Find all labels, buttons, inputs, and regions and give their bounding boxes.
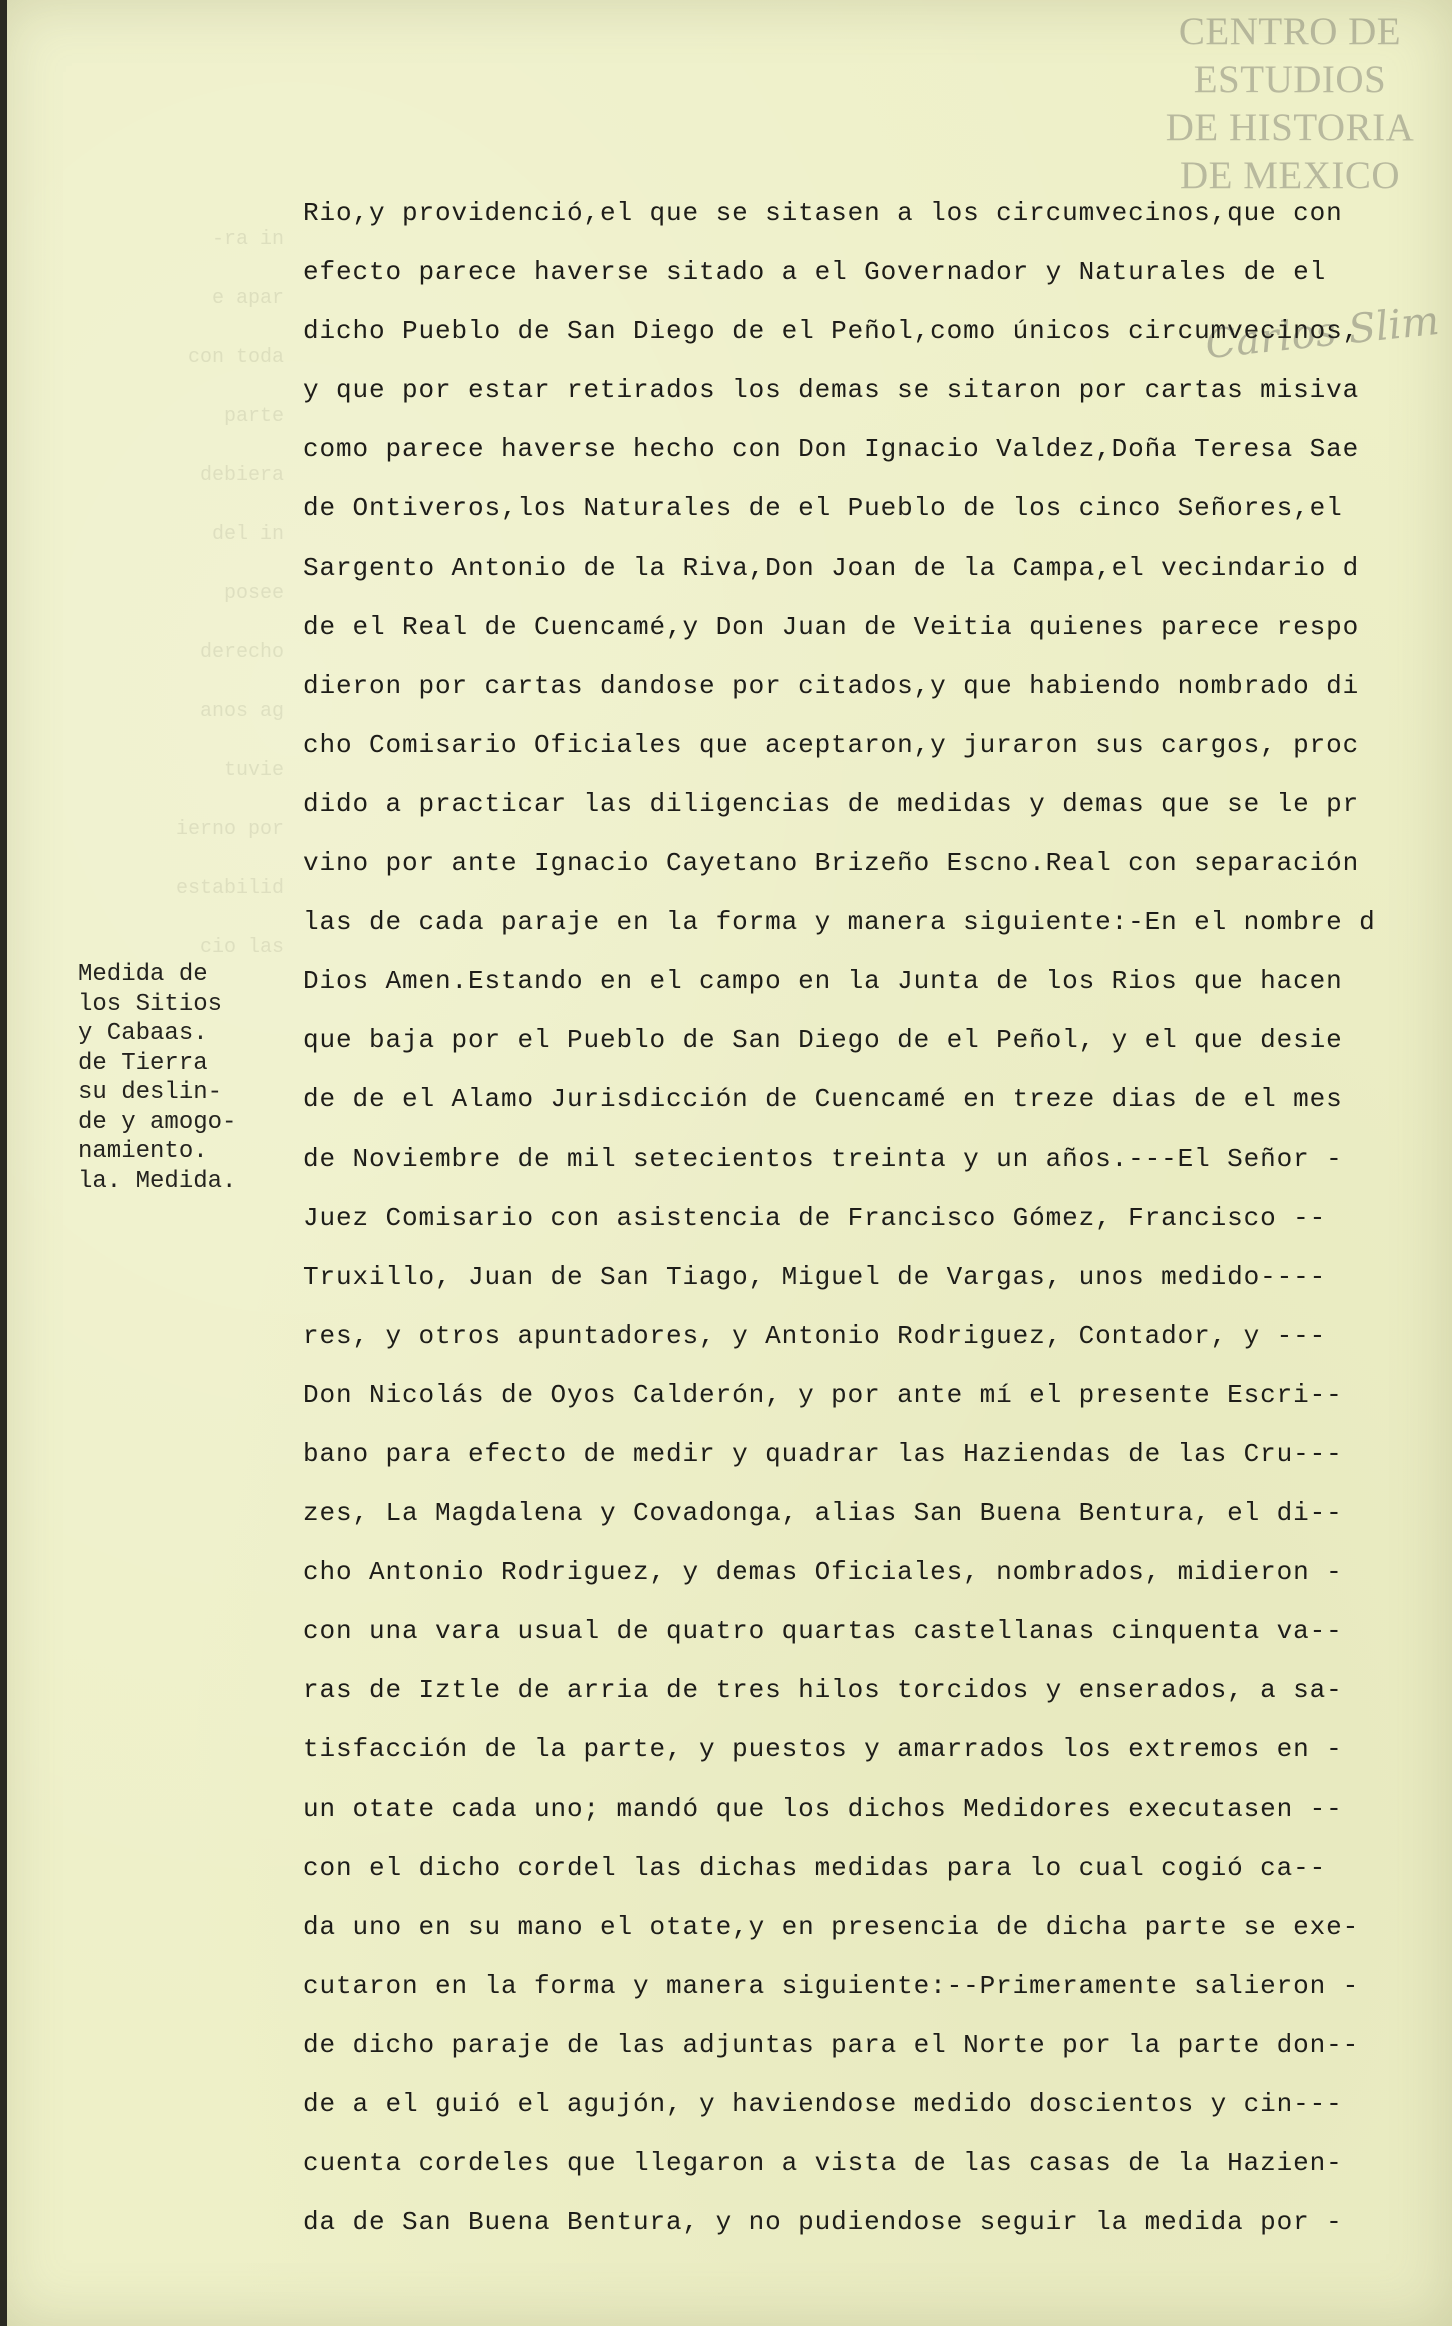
- text-line: Truxillo, Juan de San Tiago, Miguel de Vargas, unos medido----: [303, 1261, 1327, 1292]
- text-line: cho Comisario Oficiales que aceptaron,y juraron sus cargos, proc: [303, 729, 1360, 760]
- text-line: Sargento Antonio de la Riva,Don Joan de la Campa,el vecindario d: [303, 552, 1360, 583]
- page-edge-shadow: [0, 0, 7, 2326]
- text-line: de Ontiveros,los Naturales de el Pueblo de los cinco Señores,el: [303, 493, 1343, 524]
- margin-note-line: namiento.: [78, 1138, 208, 1165]
- text-line: cutaron en la forma y manera siguiente:--Primeramente salieron -: [303, 1970, 1360, 2001]
- document-body: [303, 184, 1433, 2252]
- text-line: bano para efecto de medir y quadrar las Haziendas de las Cru---: [303, 1438, 1343, 1469]
- margin-note-line: de y amogo-: [78, 1108, 237, 1136]
- watermark-stamp: [1140, 8, 1440, 200]
- text-line: dicho Pueblo de San Diego de el Peñol,como únicos circumvecinos,: [303, 316, 1360, 347]
- text-line: que baja por el Pueblo de San Diego de el Peñol, y el que desie: [303, 1025, 1343, 1056]
- text-line: de el Real de Cuencamé,y Don Juan de Veitia quienes parece respo: [303, 611, 1360, 642]
- watermark-line: ESTUDIOS: [1193, 58, 1387, 101]
- text-line: y que por estar retirados los demas se sitaron por cartas misiva: [303, 375, 1360, 406]
- text-line: con una vara usual de quatro quartas castellanas cinquenta va--: [303, 1616, 1343, 1647]
- text-line: un otate cada uno; mandó que los dichos Medidores executasen --: [303, 1793, 1343, 1824]
- watermark-line: DE HISTORIA: [1165, 106, 1415, 149]
- text-line: ras de Iztle de arria de tres hilos torcidos y enserados, a sa-: [303, 1675, 1343, 1706]
- text-line: Juez Comisario con asistencia de Francisco Gómez, Francisco --: [303, 1202, 1327, 1233]
- margin-note-line: su deslin-: [78, 1079, 223, 1106]
- bleed-through-text-left: ra in- e apar con toda parte debiera del in posee derecho anos ag tuvie ierno por estabilid cio las: [175, 228, 284, 959]
- text-line: de Noviembre de mil setecientos treinta y un años.---El Señor -: [303, 1143, 1343, 1174]
- text-line: como parece haverse hecho con Don Ignacio Valdez,Doña Teresa Sae: [303, 434, 1360, 465]
- watermark-line: DE MEXICO: [1179, 154, 1401, 197]
- margin-note-line: Medida de: [78, 961, 208, 988]
- text-line: Don Nicolás de Oyos Calderón, y por ante mí el presente Escri--: [303, 1379, 1343, 1410]
- margin-note-line: de Tierra: [78, 1049, 208, 1077]
- signature-mark: Carlos Slim: [1203, 297, 1442, 369]
- text-line: Dios Amen.Estando en el campo en la Junta de los Rios que hacen: [303, 966, 1343, 997]
- text-line: dido a practicar las diligencias de medidas y demas que se le pr: [303, 788, 1360, 819]
- text-line: zes, La Magdalena y Covadonga, alias San Buena Bentura, el di--: [303, 1498, 1343, 1529]
- text-line: las de cada paraje en la forma y manera siguiente:-En el nombre d: [303, 907, 1376, 938]
- margin-note: [78, 960, 288, 1196]
- text-line: de de el Alamo Jurisdicción de Cuencamé en treze dias de el mes: [303, 1084, 1343, 1115]
- text-line: da uno en su mano el otate,y en presencia de dicha parte se exe-: [303, 1911, 1360, 1942]
- text-line: da de San Buena Bentura, y no pudiendose seguir la medida por -: [303, 2207, 1343, 2238]
- margin-note-line: y Cabaas.: [78, 1020, 208, 1047]
- text-line: tisfacción de la parte, y puestos y amarrados los extremos en -: [303, 1734, 1343, 1765]
- text-line: res, y otros apuntadores, y Antonio Rodriguez, Contador, y ---: [303, 1320, 1327, 1351]
- margin-note-line: la. Medida.: [78, 1167, 237, 1195]
- text-line: de a el guió el agujón, y haviendose medido doscientos y cin---: [303, 2089, 1343, 2119]
- text-line: cuenta cordeles que llegaron a vista de las casas de la Hazien-: [303, 2148, 1343, 2179]
- margin-note-line: los Sitios: [78, 990, 223, 1018]
- text-line: con el dicho cordel las dichas medidas para lo cual cogió ca--: [303, 1852, 1327, 1883]
- text-line: cho Antonio Rodriguez, y demas Oficiales, nombrados, midieron -: [303, 1557, 1343, 1588]
- text-line: vino por ante Ignacio Cayetano Brizeño Escno.Real con separación: [303, 848, 1360, 879]
- text-line: dieron por cartas dandose por citados,y que habiendo nombrado di: [303, 670, 1360, 701]
- text-line: Rio,y providenció,el que se sitasen a los circumvecinos,que con: [303, 198, 1343, 228]
- text-line: efecto parece haverse sitado a el Governador y Naturales de el: [303, 257, 1327, 288]
- text-line: de dicho paraje de las adjuntas para el Norte por la parte don--: [303, 2029, 1360, 2060]
- watermark-line: CENTRO DE: [1178, 10, 1402, 53]
